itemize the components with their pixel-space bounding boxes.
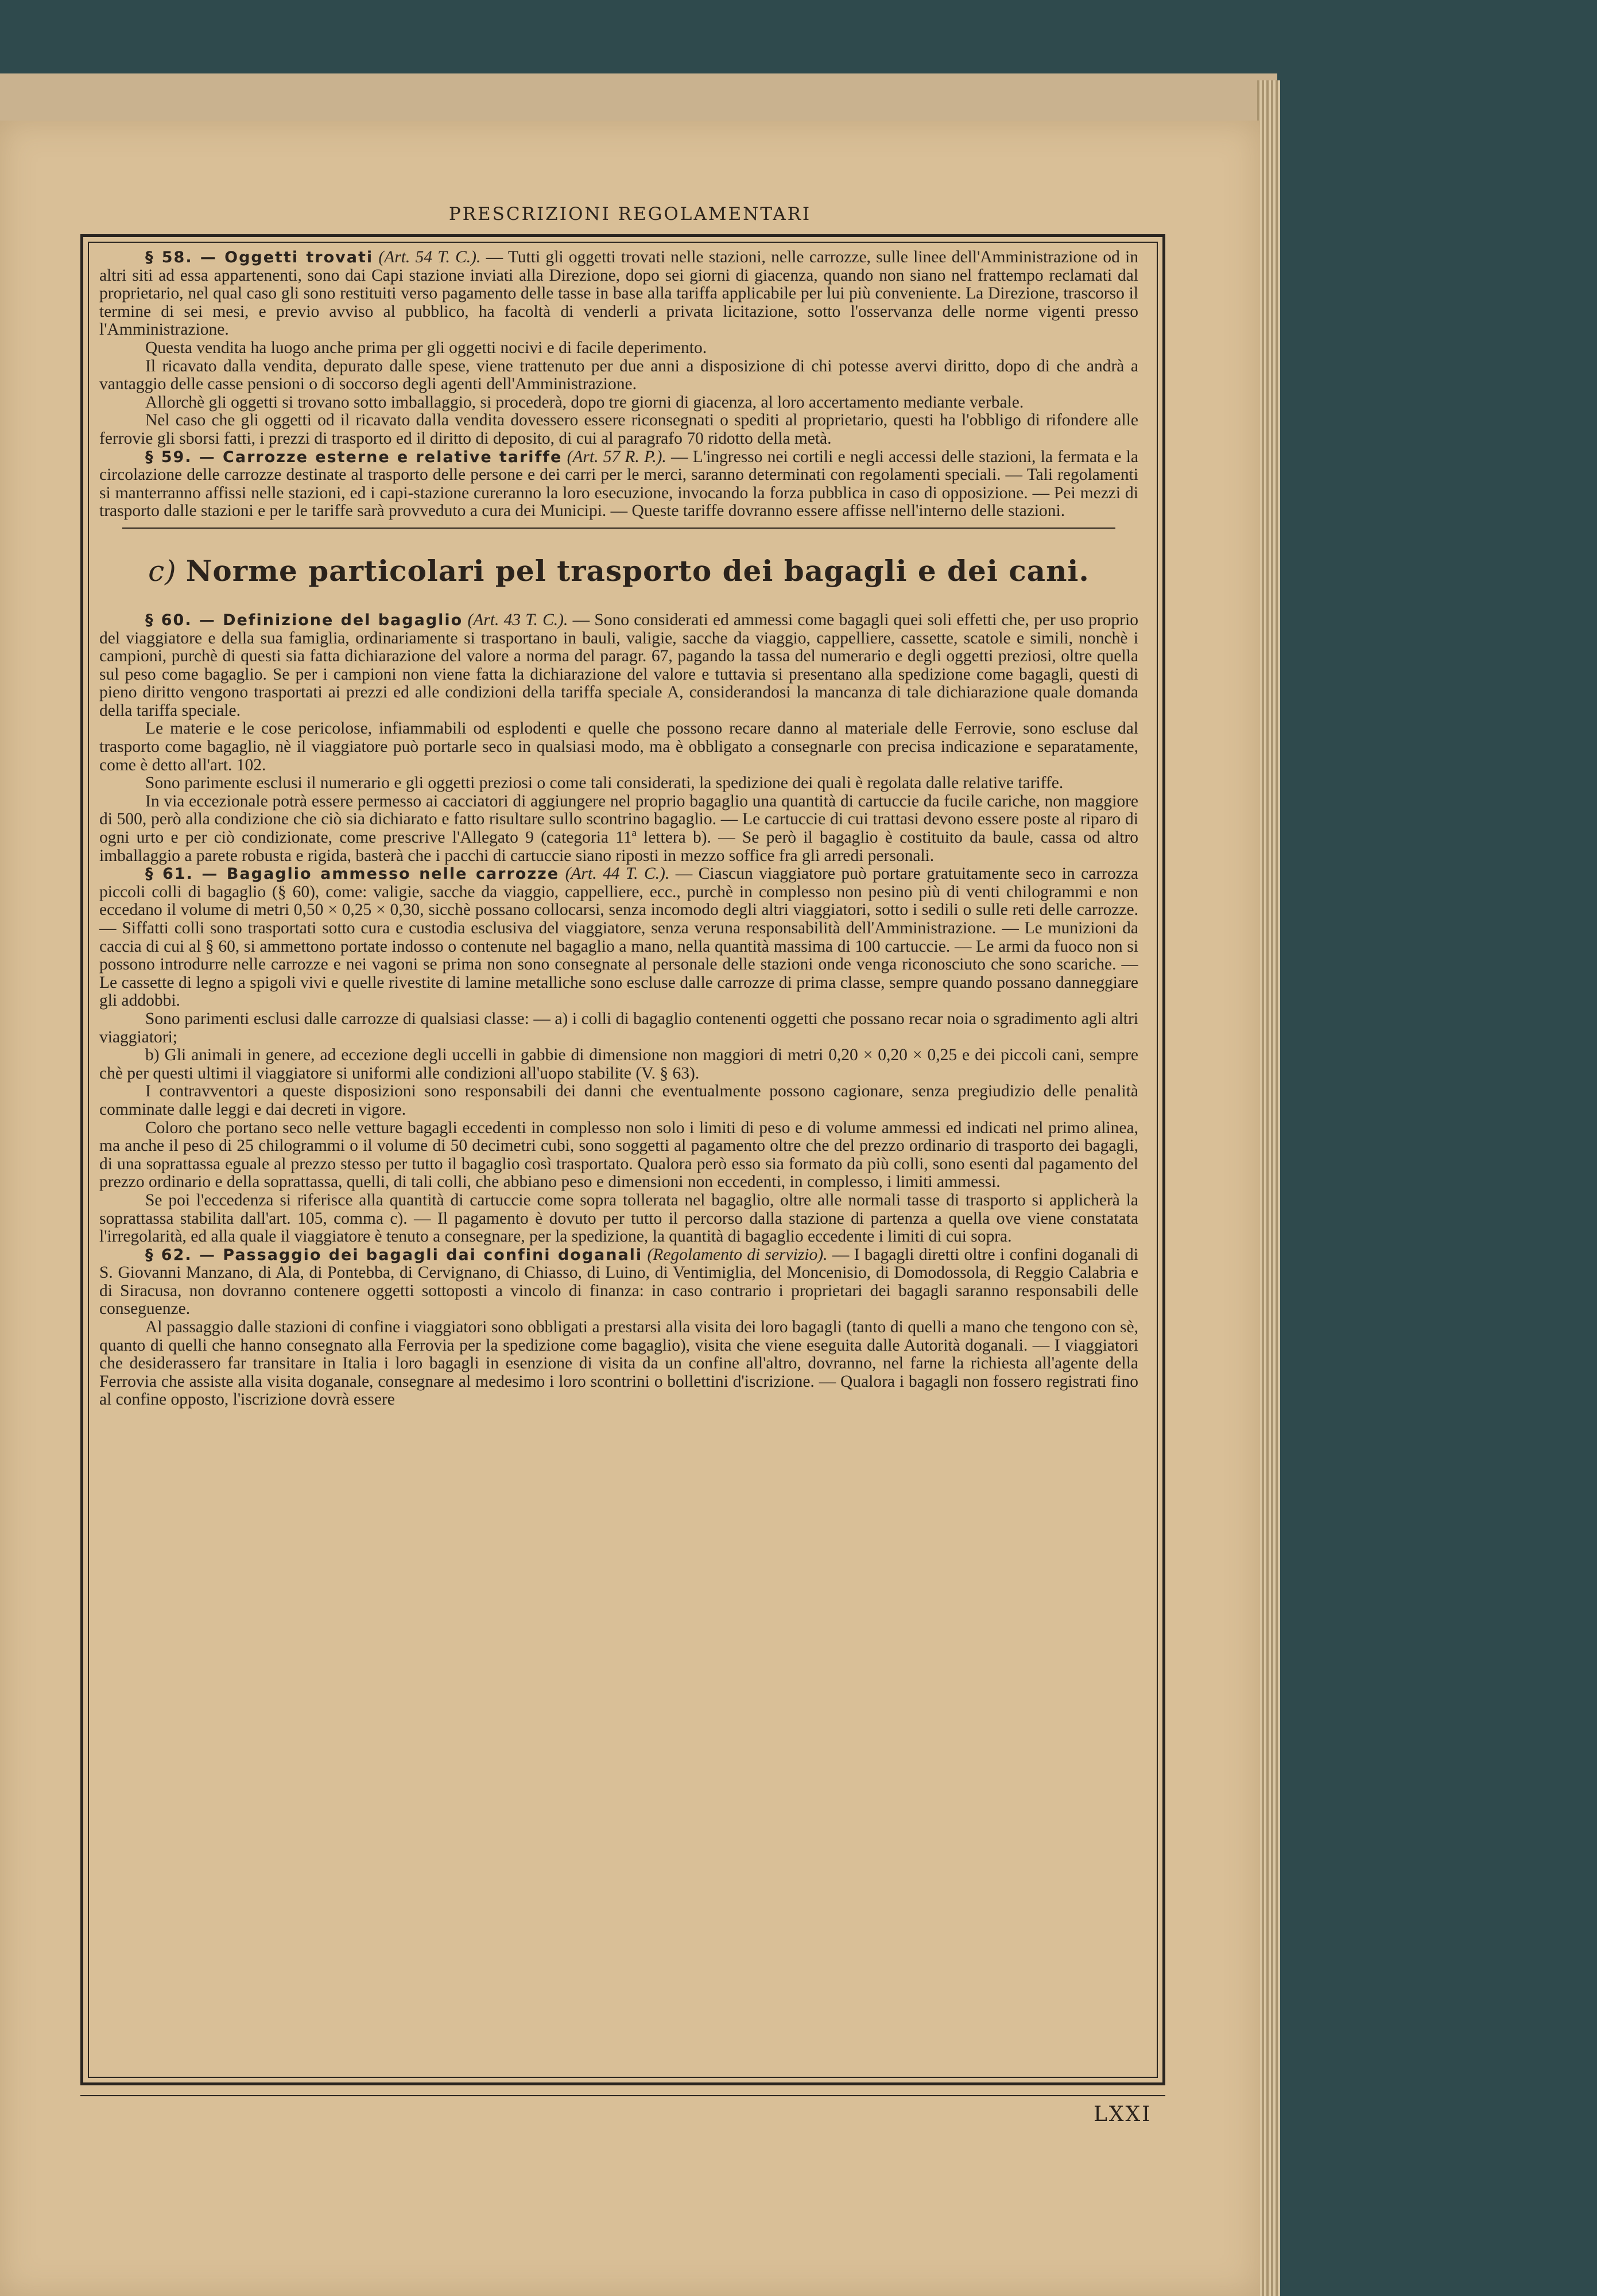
section-c-letter: c)	[148, 554, 177, 588]
running-header: PRESCRIZIONI REGOLAMENTARI	[448, 204, 812, 224]
sec61-paragraph-6: Se poi l'eccedenza si riferisce alla quantità di cartuccie come sopra tollerata nel bagaglio, oltre alle normali tasse di trasporto si applicherà la soprattassa stabilita dall'art. 105, comma c). — Il pagamento è dovuto per tutto il percorso dalla stazione di partenza a quella ove viene constatata l'irregolarità, ed alla quale il viaggiatore è tenuto a consegnare, per la spedizione, la quantità di bagaglio eccedente i limiti di cui sopra.	[99, 1190, 1138, 1246]
sec61-heading: § 61. — Bagaglio ammesso nelle carrozze	[145, 865, 560, 883]
sec62-text-1: — I bagagli diretti oltre i confini doganali di S. Giovanni Manzano, di Ala, di Pontebba, di Cervignano, di Chiasso, di Luino, di Ventimiglia, del Moncenisio, di Domodossola, di Reggio Calabria e di Siracusa, non dovranno contenere oggetti sottoposti a vincolo di finanza: in caso contrario i proprietari dei bagagli saranno responsabili delle conseguenze.	[99, 1245, 1138, 1318]
sec58-paragraph-3: Il ricavato dalla vendita, depurato dalle spese, viene trattenuto per due anni a disposizione di chi potesse avervi diritto, dopo di che andrà a vantaggio delle casse pensioni o di soccorso degli agenti dell'Amministrazione.	[99, 356, 1138, 394]
sec59-reference: (Art. 57 R. P.).	[567, 447, 666, 466]
frame-content	[99, 249, 1138, 2068]
page-edges	[1257, 80, 1280, 2296]
sec61-reference: (Art. 44 T. C.).	[565, 864, 670, 883]
sec60-paragraph-2: Le materie e le cose pericolose, infiammabili od esplodenti e quelle che possono recare danno al materiale delle Ferrovie, sono escluse dal trasporto come bagaglio, nè il viaggiatore può portarle seco in qualsiasi modo, ma è obbligato a consegnarle con precisa indicazione e separatamente, come è detto all'art. 102.	[99, 719, 1138, 774]
sec60-paragraph-1	[99, 611, 1138, 720]
sec58-reference: (Art. 54 T. C.).	[378, 249, 481, 266]
sec62-paragraph-2: Al passaggio dalle stazioni di confine i viaggiatori sono obbligati a prestarsi alla visita dei loro bagagli (tanto di quelli a mano che tengono con sè, quanto di quelli che hanno consegnato alla Ferrovia per la spedizione come bagaglio), visita che viene eseguita dalle Autorità doganali. — I viaggiatori che desiderassero far transitare in Italia i loro bagagli in esenzione di visita da un confine all'altro, dovranno, nel farne la richiesta all'agente della Ferrovia che assiste alla visita doganale, consegnare al medesimo i loro scontrini o bollettini d'iscrizione. — Qualora i bagagli non fossero registrati fino al confine opposto, l'iscrizione dovrà essere	[99, 1318, 1138, 1409]
sec62-reference: (Regolamento di servizio).	[647, 1245, 828, 1264]
bottom-rule	[80, 2095, 1165, 2096]
sec61-paragraph-4: I contravventori a queste disposizioni sono responsabili dei danni che eventualmente possono cagionare, senza pregiudizio delle penalità comminate dalle leggi e dai decreti in vigore.	[99, 1082, 1138, 1119]
text-frame	[80, 234, 1165, 2085]
sec61-paragraph-5: Coloro che portano seco nelle vetture bagagli eccedenti in complesso non solo i limiti di peso e di volume ammessi ed indicati nel primo alinea, ma anche il peso di 25 chilogrammi o il volume di 50 decimetri cubi, sono soggetti al pagamento oltre che del prezzo ordinario di trasporto dei bagagli, di una soprattassa eguale al prezzo stesso per tutto il bagaglio così trasportato. Qualora però esso sia formato da più colli, sono esenti dal pagamento del prezzo ordinario e della soprattassa, quelli, di tali colli, che abbiano peso e dimensioni non eccedenti, in complesso, i limiti ammessi.	[99, 1118, 1138, 1192]
sec61-paragraph-2: Sono parimenti esclusi dalle carrozze di qualsiasi classe: — a) i colli di bagaglio contenenti oggetti che possano recar noia o sgradimento agli altri viaggiatori;	[99, 1009, 1138, 1046]
sec59-text-1: — L'ingresso nei cortili e negli accessi delle stazioni, la fermata e la circolazione delle carrozze destinate al trasporto delle persone e dei carri per le merci, saranno determinati con regolamenti speciali. — Tali regolamenti si manterranno affissi nelle stazioni, ed i capi-stazione cureranno la loro esecuzione, invocando la forza pubblica in caso di opposizione. — Pei mezzi di trasporto dalle stazioni e per le tariffe sarà provveduto a cura dei Municipi. — Queste tariffe dovranno essere affisse nell'interno delle stazioni.	[99, 447, 1138, 521]
sec58-paragraph-2: Questa vendita ha luogo anche prima per gli oggetti nocivi e di facile deperimento.	[145, 338, 707, 357]
sec62-heading: § 62. — Passaggio dei bagagli dai confini doganali	[145, 1246, 643, 1264]
sec60-reference: (Art. 43 T. C.).	[467, 610, 568, 629]
sec58-paragraph-4: Allorchè gli oggetti si trovano sotto imballaggio, si procederà, dopo tre giorni di giacenza, al loro accertamento mediante verbale.	[145, 393, 1024, 412]
sec60-paragraph-4: In via eccezionale potrà essere permesso ai cacciatori di aggiungere nel proprio bagaglio una quantità di cartuccie da fucile cariche, non maggiore di 500, però alla condizione che ciò sia dichiarato e fatto risultare sullo scontrino bagaglio. — Le cartuccie di cui trattasi devono essere poste al riparo di ogni urto e per ciò condizionate, come prescrive l'Allegato 9 (categoria 11ª lettera b). — Se però il bagaglio è costituito da baule, cassa od altro imballaggio a parete robusta e rigida, basterà che i pacchi di cartuccie siano riposti in mezzo soffice fra gli arredi personali.	[99, 792, 1138, 865]
sec58-text-1: — Tutti gli oggetti trovati nelle stazioni, nelle carrozze, sulle linee dell'Amministrazione od in altri siti ad essa appartenenti, sono dai Capi stazione inviati alla Direzione, dopo sei giorni di giacenza, quando non siano nel frattempo reclamati dal proprietario, nel qual caso gli sono restituiti verso pagamento delle tasse in base alla tariffa applicabile per lui più conveniente. La Direzione, trascorso il termine di sei mesi, e previo avviso al pubblico, ha facoltà di venderli a privata licitazione, sotto l'osservanza delle norme vigenti presso l'Amministrazione.	[99, 249, 1138, 339]
sec59-heading: § 59. — Carrozze esterne e relative tariffe	[145, 448, 563, 466]
sec58-paragraph-5: Nel caso che gli oggetti od il ricavato dalla vendita dovessero essere riconsegnati o spediti al proprietario, questi ha l'obbligo di rifondere alle ferrovie gli sborsi fatti, i prezzi di trasporto ed il diritto di deposito, di cui al paragrafo 70 ridotto della metà.	[99, 411, 1138, 448]
sec61-paragraph-3: b) Gli animali in genere, ad eccezione degli uccelli in gabbie di dimensione non maggiori di metri 0,20 × 0,20 × 0,25 e dei piccoli cani, sempre chè per questi ultimi il viaggiatore si uniformi alle condizioni all'uopo stabilite (V. § 63).	[99, 1046, 1138, 1083]
book-page	[0, 121, 1260, 2296]
page-number: LXXI	[1094, 2103, 1152, 2126]
sec60-heading: § 60. — Definizione del bagaglio	[145, 611, 463, 629]
section-c-title-text: Norme particolari pel trasporto dei bagagli e dei cani.	[185, 553, 1090, 588]
sec60-paragraph-3: Sono parimente esclusi il numerario e gli oggetti preziosi o come tali considerati, la spedizione dei quali è regolata dalle relative tariffe.	[145, 774, 1064, 793]
section-divider	[122, 528, 1115, 529]
sec61-text-1: — Ciascun viaggiatore può portare gratuitamente seco in carrozza piccoli colli di bagaglio (§ 60), come: valigie, sacche da viaggio, cappelliere, ecc., purchè in complesso non pesino più di venti chilogrammi e non eccedano il volume di metri 0,50 × 0,25 × 0,30, sicchè possano collocarsi, senza incomodo degli altri viaggiatori, sotto i sedili o sulle reti delle carrozze. — Siffatti colli sono trasportati sotto cura e custodia esclusiva del viaggiatore, senza veruna responsabilità dell'Amministrazione. — Le munizioni da caccia di cui al § 60, si ammettono portate indosso o contenute nel bagaglio a mano, nella quantità massima di 100 cartuccie. — Le armi da fuoco non si possono introdurre nelle carrozze e nei vagoni se prima non sono consegnate al personale delle stazioni onde venga riconosciuto che sono scariche. — Le cassette di legno a spigoli vivi e quelle rivestite di lamine metalliche sono escluse dalle carrozze di prima classe, sempre quando possano danneggiare gli addobbi.	[99, 864, 1138, 1010]
sec61-paragraph-1	[99, 865, 1138, 1010]
sec58-heading: § 58. — Oggetti trovati	[145, 249, 374, 266]
section-c-title	[99, 554, 1138, 588]
sec60-text-1: — Sono considerati ed ammessi come bagagli quei soli effetti che, per uso proprio del viaggiatore e della sua famiglia, ordinariamente si trasportano in bauli, valigie, sacche da viaggio, cappelliere, cassette, scatole e simili, nonchè i campioni, purchè di questi sia fatta dichiarazione del valore a norma del paragr. 67, pagando la tassa del numerario e degli oggetti preziosi, oltre quella sul peso come bagaglio. Se per i campioni non viene fatta la dichiarazione del valore e tuttavia si presentano alla spedizione come bagagli, questi di pieno diritto vengono trasportati ai prezzi ed alle condizioni della tariffa speciale A, considerandosi la mancanza di tale dichiarazione quale domanda della tariffa speciale.	[99, 610, 1138, 720]
sec59-paragraph-1	[99, 448, 1138, 521]
sec58-paragraph-1	[99, 249, 1138, 339]
sec62-paragraph-1	[99, 1246, 1138, 1318]
